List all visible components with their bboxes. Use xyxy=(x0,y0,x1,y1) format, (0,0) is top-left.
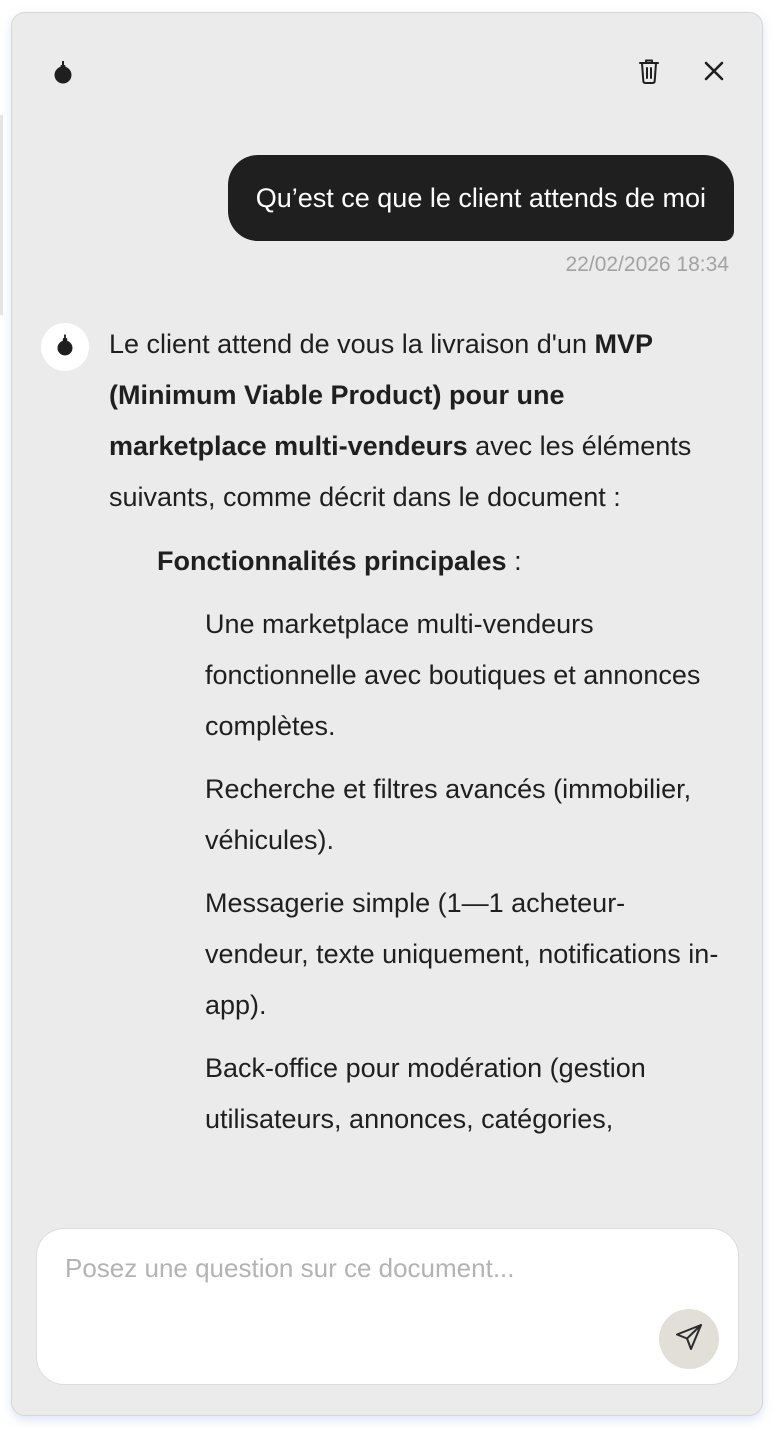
close-button[interactable] xyxy=(697,56,731,90)
bot-avatar xyxy=(41,323,89,371)
section-heading: Fonctionnalités principales : xyxy=(157,546,522,576)
send-button[interactable] xyxy=(659,1309,719,1369)
bomb-icon xyxy=(49,58,77,86)
send-icon xyxy=(674,1322,704,1357)
messages-scroll-area[interactable] xyxy=(12,303,762,1209)
answer-highlight: MVP (Minimum Viable Product) pour une marketplace multi-vendeurs xyxy=(109,329,653,461)
user-message-text: Qu’est ce que le client attends de moi xyxy=(255,182,706,213)
user-message-bubble xyxy=(228,155,734,241)
background-edge xyxy=(0,115,3,315)
feature-list xyxy=(205,599,719,1145)
list-item: Messagerie simple (1—1 acheteur-vendeur, texte uniquement, notifications in-app). xyxy=(205,888,719,1020)
question-input[interactable] xyxy=(65,1253,665,1313)
chat-panel xyxy=(11,12,763,1416)
list-item: Back-office pour modération (gestion utilisateurs, annonces, catégories, xyxy=(205,1053,646,1134)
answer-intro: Le client attend de vous la livraison d'un MVP (Minimum Viable Product) pour une marketplace multi-vendeurs avec les éléments suivants, comme décrit dans le document : xyxy=(109,329,692,512)
bot-answer xyxy=(109,319,719,1157)
trash-icon xyxy=(637,57,661,90)
message-timestamp: 22/02/2026 18:34 xyxy=(565,253,729,276)
list-item: Une marketplace multi-vendeurs fonctionnelle avec boutiques et annonces complètes. xyxy=(205,609,701,741)
clear-chat-button[interactable] xyxy=(632,56,666,90)
bomb-icon xyxy=(54,333,76,362)
close-icon xyxy=(704,61,724,86)
list-item: Recherche et filtres avancés (immobilier, véhicules). xyxy=(205,774,692,855)
composer xyxy=(36,1228,739,1385)
